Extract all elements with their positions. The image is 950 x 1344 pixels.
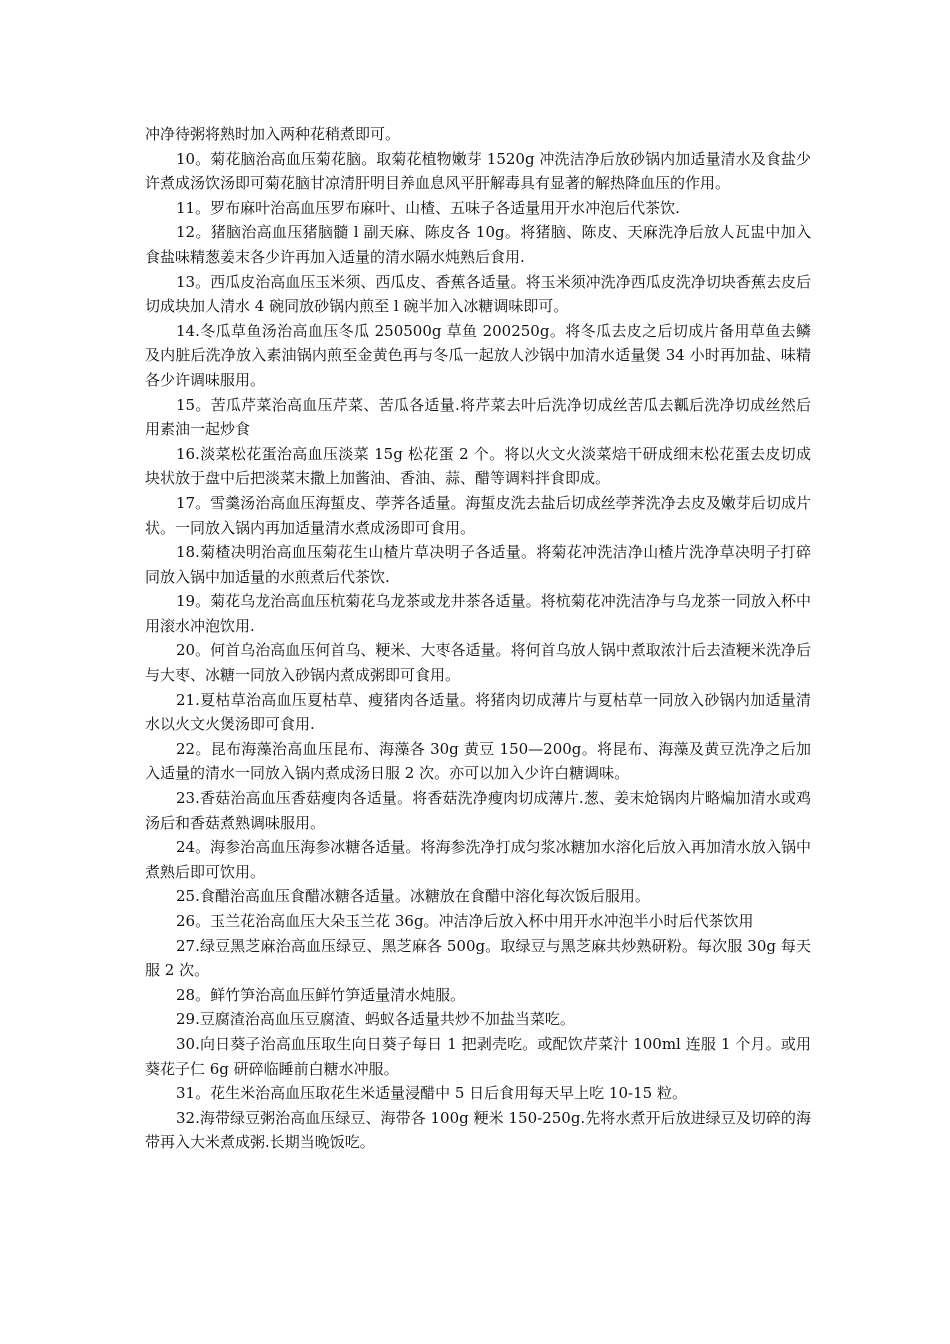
paragraph-item-10: 10。菊花脑治高血压菊花脑。取菊花植物嫩芽 1520g 冲洗洁净后放砂锅内加适量清水及食盐少许煮成汤饮汤即可菊花脑甘凉清肝明目养血息风平肝解毒具有显著的解热降血压的作用。 xyxy=(145,149,811,193)
paragraph-item-29: 29.豆腐渣治高血压豆腐渣、蚂蚁各适量共炒不加盐当菜吃。 xyxy=(176,1010,575,1029)
paragraph-item-20: 20。何首乌治高血压何首乌、粳米、大枣各适量。将何首乌放人锅中煮取浓汁后去渣粳米洗净后与大枣、冰糖一同放入砂锅内煮成粥即可食用。 xyxy=(145,641,811,685)
paragraph-item-17: 17。雪羹汤治高血压海蜇皮、荸荠各适量。海蜇皮洗去盐后切成丝荸荠洗净去皮及嫩芽后切成片状。一同放入锅内再加适量清水煮成汤即可食用。 xyxy=(145,493,811,537)
paragraph-item-16: 16.淡菜松花蛋治高血压淡菜 15g 松花蛋 2 个。将以火文火淡菜焙干研成细末松花蛋去皮切成块状放于盘中后把淡菜末撒上加酱油、香油、蒜、醋等调料拌食即成。 xyxy=(145,444,811,488)
paragraph-item-24: 24。海参治高血压海参冰糖各适量。将海参洗净打成匀浆冰糖加水溶化后放入再加清水放入锅中煮熟后即可饮用。 xyxy=(145,838,811,881)
paragraph-item-25: 25.食醋治高血压食醋冰糖各适量。冰糖放在食醋中溶化每次饭后服用。 xyxy=(176,887,650,906)
paragraph-item-23: 23.香菇治高血压香菇瘦肉各适量。将香菇洗净瘦肉切成薄片.葱、姜末炝锅肉片略煸加清水或鸡汤后和香菇煮熟调味服用。 xyxy=(145,789,811,832)
paragraph-item-32: 32.海带绿豆粥治高血压绿豆、海带各 100g 粳米 150-250g.先将水煮开后放进绿豆及切碎的海带再入大米煮成粥.长期当晚饭吃。 xyxy=(145,1108,811,1152)
paragraph-item-15: 15。苦瓜芹菜治高血压芹菜、苦瓜各适量.将芹菜去叶后洗净切成丝苦瓜去瓤后洗净切成丝然后用素油一起炒食 xyxy=(145,395,811,439)
paragraph-item-30: 30.向日葵子治高血压取生向日葵子每日 1 把剥壳吃。或配饮芹菜汁 100ml 连服 1 个月。或用葵花子仁 6g 研碎临睡前白糖水冲服。 xyxy=(145,1034,811,1078)
paragraph-item-12: 12。猪脑治高血压猪脑髓 l 副天麻、陈皮各 10g。将猪脑、陈皮、天麻洗净后放人瓦盅中加入食盐味精葱姜末各少许再加入适量的清水隔水炖熟后食用. xyxy=(145,223,811,266)
paragraph-item-21: 21.夏枯草治高血压夏枯草、瘦猪肉各适量。将猪肉切成薄片与夏枯草一同放入砂锅内加适量清水以火文火煲汤即可食用. xyxy=(145,690,811,734)
paragraph-item-26: 26。玉兰花治高血压大朵玉兰花 36g。冲洁净后放入杯中用开水冲泡半小时后代茶饮用 xyxy=(176,912,754,930)
paragraph-item-13: 13。西瓜皮治高血压玉米须、西瓜皮、香蕉各适量。将玉米须冲洗净西瓜皮洗净切块香蕉去皮后切成块加人清水 4 碗同放砂锅内煎至 l 碗半加入冰糖调味即可。 xyxy=(145,272,811,316)
paragraph-item-14: 14.冬瓜草鱼汤治高血压冬瓜 250500g 草鱼 200250g。将冬瓜去皮之后切成片备用草鱼去鳞及内脏后洗净放入素油锅内煎至金黄色再与冬瓜一起放人沙锅中加清水适量煲 34 小时再加盐、味精各少许调味服用。 xyxy=(145,321,811,389)
paragraph-item-27: 27.绿豆黑芝麻治高血压绿豆、黑芝麻各 500g。取绿豆与黑芝麻共炒熟研粉。每次服 30g 每天服 2 次。 xyxy=(145,936,811,980)
paragraph-item-31: 31。花生米治高血压取花生米适量浸醋中 5 日后食用每天早上吃 10-15 粒。 xyxy=(176,1084,687,1103)
document-page xyxy=(145,122,811,1155)
paragraph-continuation: 冲净待粥将熟时加入两种花稍煮即可。 xyxy=(145,125,401,143)
paragraph-item-22: 22。昆布海藻治高血压昆布、海藻各 30g 黄豆 150—200g。将昆布、海藻及黄豆洗净之后加入适量的清水一同放入锅内煮成汤日服 2 次。亦可以加入少许白糖调味。 xyxy=(145,739,811,783)
paragraph-item-19: 19。菊花乌龙治高血压杭菊花乌龙茶或龙井茶各适量。将杭菊花冲洗洁净与乌龙茶一同放入杯中用滚水冲泡饮用. xyxy=(145,592,811,635)
paragraph-item-18: 18.菊楂决明治高血压菊花生山楂片草决明子各适量。将菊花冲洗洁净山楂片洗净草决明子打碎同放入锅中加适量的水煎煮后代茶饮. xyxy=(145,543,811,586)
paragraph-item-28: 28。鲜竹笋治高血压鲜竹笋适量清水炖服。 xyxy=(176,985,466,1004)
paragraph-item-11: 11。罗布麻叶治高血压罗布麻叶、山楂、五味子各适量用开水冲泡后代茶饮. xyxy=(176,198,680,217)
